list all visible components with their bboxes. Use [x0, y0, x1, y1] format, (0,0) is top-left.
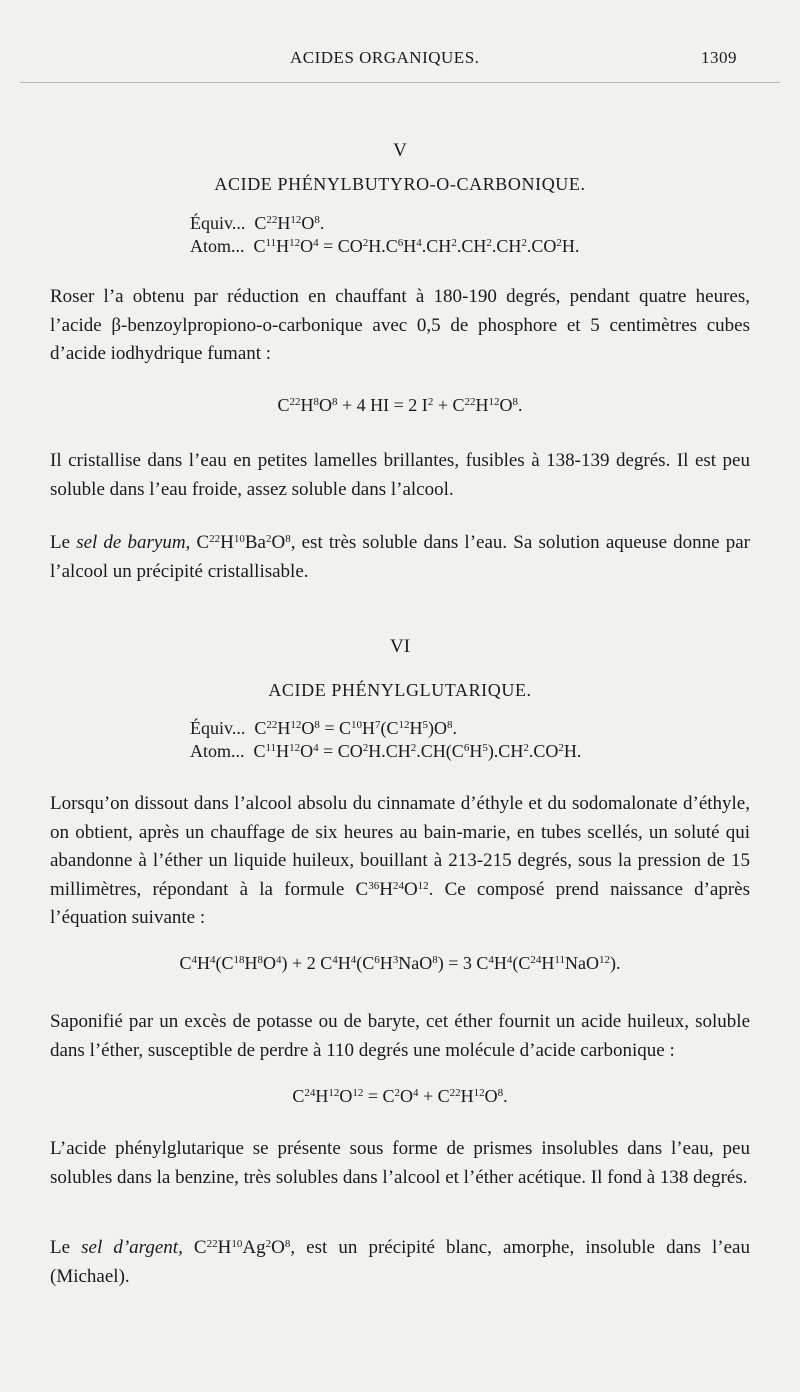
silver-term: sel d’argent, — [81, 1237, 183, 1258]
barium-term: sel de baryum, — [76, 532, 191, 553]
header-rule — [20, 82, 780, 83]
equiv-line-vi — [190, 718, 457, 739]
atom-formula: $C^{11}H^{12}O^4 = CO^2H.C^6H^4.CH^2.CH^2.CH^2.CO^2H$. — [249, 236, 580, 256]
atom-line-v — [190, 236, 579, 257]
equiv-label: Équiv... — [190, 718, 246, 738]
atom-line-vi — [190, 741, 581, 762]
paragraph-crystallization: Il cristallise dans l’eau en petites lamelles brillantes, fusibles à 138-139 degrés. Il est peu soluble dans l’eau froide, assez soluble dans l’alcool. — [50, 450, 750, 500]
section-numeral-vi: VI — [389, 636, 411, 657]
equiv-formula: $C^{22}H^{12}O^8 = C^{10}H^7(C^{12}H^5)O^8$. — [249, 718, 458, 738]
equiv-formula: $C^{22}H^{12}O^8$. — [249, 213, 325, 233]
paragraph-roser: Roser l’a obtenu par réduction en chauffant à 180-190 degrés, pendant quatre heures, l’acide β-benzoylpropiono-o-carbonique avec 0,5 de phosphore et 5 centimètres cubes d’acide iodhydrique fumant : — [50, 286, 750, 365]
barium-suffix: , est très soluble dans l’eau. Sa solution aqueuse donne par l’alcool un précipité cristallisable. — [50, 532, 750, 582]
section-numeral-v: V — [393, 140, 407, 161]
paragraph-saponification: Saponifié par un excès de potasse ou de baryte, cet éther fournit un acide huileux, soluble dans l’éther, susceptible de perdre à 110 degrés une molécule d’acide carbonique : — [50, 1011, 750, 1061]
silver-prefix: Le — [50, 1237, 82, 1258]
atom-label: Atom... — [190, 741, 245, 761]
equiv-line-v — [190, 213, 324, 234]
atom-label: Atom... — [190, 236, 245, 256]
equation-reduction: $C^{22}H^8O^8 + 4$ HI = 2 $I^2 + C^{22}H^{12}O^8$. — [277, 395, 523, 415]
silver-suffix: , est un précipité blanc, amorphe, insoluble dans l’eau (Michael). — [50, 1237, 750, 1287]
paragraph-synthesis: Lorsqu’on dissout dans l’alcool absolu du cinnamate d’éthyle et du sodomalonate d’éthyle, on obtient, après un chauffage de six heures au bain-marie, en tubes scellés, un soluté qui abandonne à l’éther un liquide huileux, bouillant à 213-215 degrés, sous la pression de 15 millimètres, répondant à la formule $C^{36}H^{24}O^{12}$. Ce composé prend naissance d’après l’équation suivante : — [50, 793, 750, 929]
barium-prefix: Le — [50, 532, 77, 553]
section-heading-v: ACIDE PHÉNYLBUTYRO-O-CARBONIQUE. — [214, 174, 586, 194]
equation-decarboxylation: $C^{24}H^{12}O^{12} = C^2O^4 + C^{22}H^{12}O^8$. — [292, 1086, 508, 1106]
equation-formation: $C^4H^4(C^{18}H^8O^4) + 2$ $C^4H^4(C^6H^3NaO^8) = 3$ $C^4H^4(C^{24}H^{11}NaO^{12})$. — [179, 953, 621, 973]
synthesis-text-end: . Ce composé prend naissance d’après l’équation suivante : — [50, 878, 750, 929]
paragraph-properties: L’acide phénylglutarique se présente sous forme de prismes insolubles dans l’eau, peu solubles dans la benzine, très solubles dans l’alcool et l’éther acétique. Il fond à 138 degrés. — [50, 1138, 750, 1188]
paragraph-barium-salt: Le sel de baryum, $C^{22}H^{10}Ba^2O^8$, est très soluble dans l’eau. Sa solution aqueuse donne par l’alcool un précipité cristallisable. — [50, 532, 750, 582]
equiv-label: Équiv... — [190, 213, 246, 233]
atom-formula: $C^{11}H^{12}O^4 = CO^2H.CH^2.CH(C^6H^5).CH^2.CO^2H$. — [249, 741, 582, 761]
running-title: ACIDES ORGANIQUES. — [290, 48, 480, 67]
section-heading-vi: ACIDE PHÉNYLGLUTARIQUE. — [268, 680, 532, 700]
synthesis-text-start: Lorsqu’on dissout dans l’alcool absolu du cinnamate d’éthyle et du sodomalonate d’éthyle, on obtient, après un chauffage de six heures au bain-marie, en tubes scellés, un soluté qui abandonne à l’éther un liquide huileux, bouillant à 213-215 degrés, sous la pression de 15 millimètres, répondant à la formule — [50, 793, 750, 900]
paragraph-silver-salt: Le sel d’argent, $C^{22}H^{10}Ag^2O^8$, est un précipité blanc, amorphe, insoluble dans l’eau (Michael). — [50, 1237, 750, 1287]
page-number: 1309 — [701, 48, 737, 67]
